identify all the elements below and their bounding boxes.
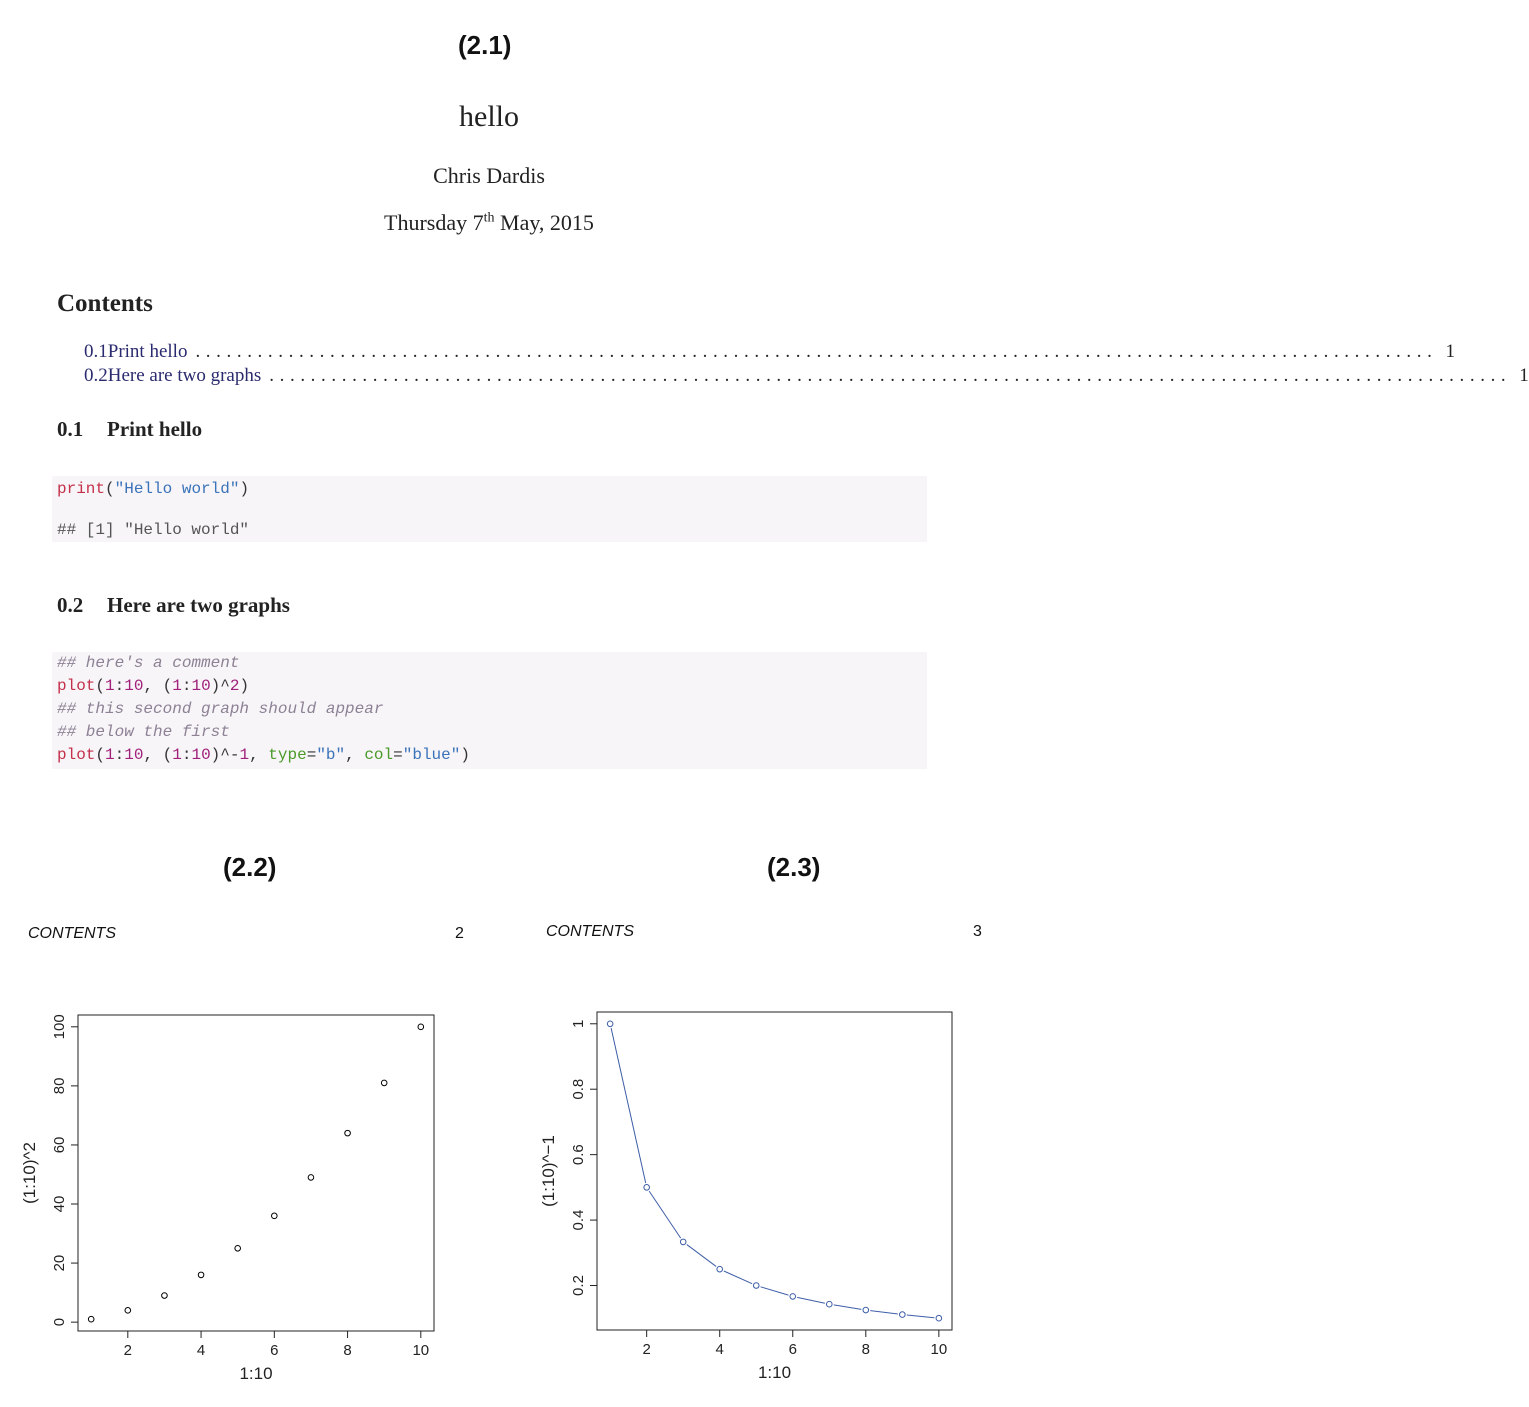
toc-leader-dots: ........................................................................................................................ [195, 341, 1438, 362]
y-axis-label: (1:10)^−1 [539, 1135, 558, 1207]
series-line-segment [611, 1028, 646, 1183]
x-tick-label: 4 [196, 1342, 206, 1359]
page3-number: 3 [973, 923, 982, 940]
x-tick-label: 2 [123, 1342, 132, 1359]
code-comment-line: ## this second graph should appear [57, 700, 384, 718]
y-tick-label: 0 [51, 1317, 68, 1327]
code-block-print [52, 476, 927, 542]
y-axis-label: (1:10)^2 [20, 1142, 39, 1204]
y-tick-label: 0.8 [570, 1078, 587, 1100]
code-block-plots [52, 652, 927, 769]
toc-entry-print-hello[interactable] [84, 341, 1455, 365]
data-point [644, 1185, 650, 1191]
data-point [162, 1293, 168, 1299]
x-tick-label: 6 [270, 1342, 279, 1359]
chart-scatter-squares [0, 1000, 470, 1395]
data-point [826, 1301, 832, 1307]
document-date: Thursday 7th May, 2015 [384, 210, 594, 235]
y-tick-label: 1 [570, 1019, 587, 1028]
code-line: print("Hello world") [57, 480, 250, 498]
code-line: plot(1:10, (1:10)^-1, type="b", col="blue") [57, 746, 470, 764]
y-tick-label: 20 [51, 1254, 68, 1272]
plot-frame [78, 1015, 434, 1331]
series-line-segment [797, 1297, 825, 1303]
y-tick-label: 80 [51, 1077, 68, 1095]
series-line-segment [687, 1245, 716, 1267]
y-tick-label: 0.2 [570, 1275, 587, 1296]
code-comment-line: ## here's a comment [57, 654, 240, 672]
page2-number: 2 [455, 925, 464, 942]
series-line-segment [649, 1191, 681, 1238]
code-output-line: ## [1] "Hello world" [57, 521, 250, 539]
toc-number: 0.1 [84, 341, 108, 362]
data-point [235, 1246, 241, 1252]
code-line: plot(1:10, (1:10)^2) [57, 677, 250, 695]
panel-label-2: (2.2) [223, 852, 277, 882]
y-tick-label: 40 [51, 1195, 68, 1213]
chart-line-reciprocal [520, 1000, 1000, 1395]
data-point [607, 1021, 613, 1027]
code-comment-line: ## below the first [57, 723, 230, 741]
x-axis-label: 1:10 [757, 1363, 792, 1382]
contents-heading: Contents [57, 290, 153, 317]
toc-page-number: 1 [1445, 341, 1455, 362]
data-point [345, 1130, 351, 1136]
series-line-segment [870, 1311, 898, 1314]
series-line-segment [761, 1287, 789, 1295]
data-point [88, 1316, 94, 1322]
x-tick-label: 8 [343, 1342, 352, 1359]
data-point [272, 1213, 278, 1219]
data-point [125, 1308, 131, 1314]
y-tick-label: 60 [51, 1136, 68, 1154]
x-tick-label: 8 [861, 1341, 870, 1358]
y-tick-label: 0.4 [570, 1209, 587, 1231]
toc-entry-two-graphs[interactable] [84, 365, 1529, 389]
data-point [308, 1175, 314, 1181]
x-tick-label: 6 [788, 1341, 797, 1358]
data-point [680, 1239, 686, 1245]
panel-label-3: (2.3) [767, 852, 821, 882]
series-line-segment [907, 1315, 935, 1318]
series-line-segment [834, 1305, 862, 1309]
x-axis-label: 1:10 [239, 1364, 273, 1383]
panel-label-1: (2.1) [458, 30, 512, 60]
x-tick-label: 10 [930, 1341, 948, 1358]
document-author: Chris Dardis [433, 163, 545, 188]
document-title: hello [459, 100, 519, 133]
x-tick-label: 2 [642, 1341, 651, 1358]
series-line-segment [724, 1271, 752, 1284]
page2-running-header: CONTENTS [28, 925, 116, 942]
y-tick-label: 100 [51, 1014, 68, 1040]
page3-running-header: CONTENTS [546, 923, 634, 940]
plot-frame [597, 1012, 952, 1330]
data-point [936, 1315, 942, 1321]
x-tick-label: 4 [715, 1341, 724, 1358]
toc-label[interactable]: Print hello [107, 341, 188, 362]
data-point [790, 1294, 796, 1300]
section-heading-print-hello: 0.1 Print hello [57, 417, 203, 441]
data-point [717, 1266, 723, 1272]
toc-number: 0.2 [84, 365, 108, 386]
toc-page-number: 1 [1519, 365, 1529, 386]
toc-label[interactable]: Here are two graphs [107, 365, 262, 386]
section-heading-two-graphs: 0.2 Here are two graphs [57, 593, 290, 617]
x-tick-label: 10 [412, 1342, 430, 1359]
data-point [753, 1283, 759, 1289]
toc-leader-dots: ........................................................................................................................ [269, 365, 1512, 386]
data-point [900, 1312, 906, 1318]
y-tick-label: 0.6 [570, 1144, 587, 1166]
data-point [198, 1272, 204, 1278]
data-point [381, 1080, 387, 1086]
data-point [863, 1307, 869, 1313]
data-point [418, 1024, 424, 1030]
